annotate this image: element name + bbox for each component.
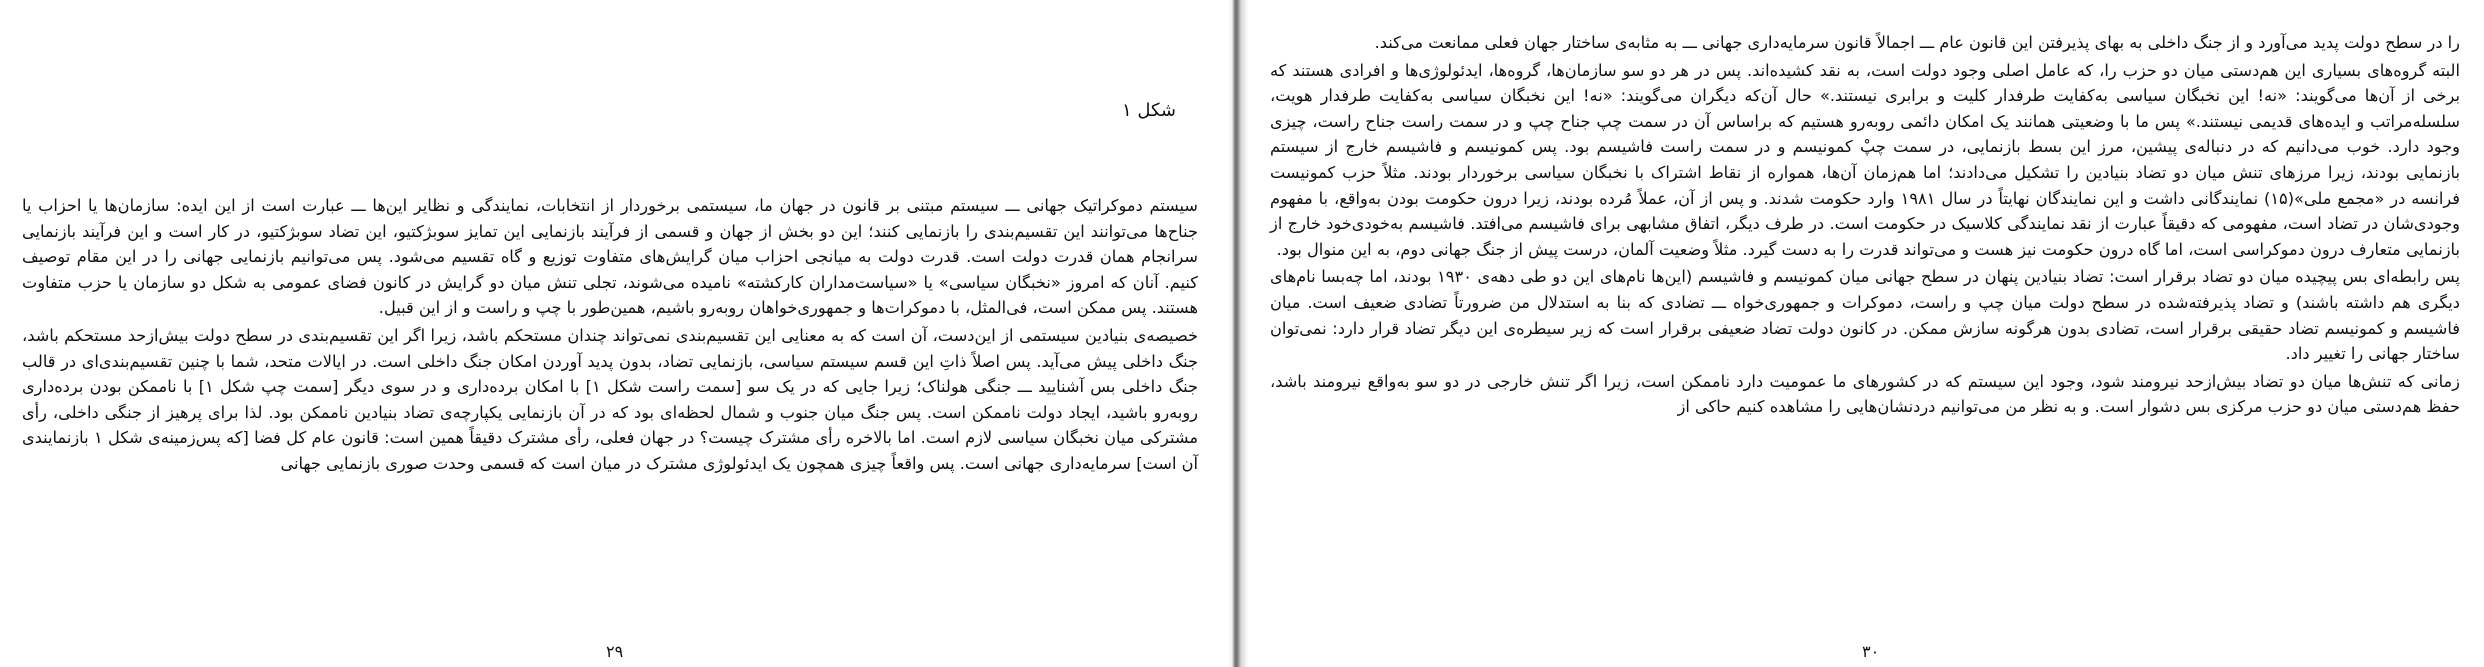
right-page: [1248, 0, 2484, 667]
left-page-body: [22, 193, 1198, 479]
paragraph: البته گروه‌های بسیاری این هم‌دستی میان دو حزب را، که عامل اصلی وجود دولت است، به نقد کشیده‌اند. پس در هر دو سو سازمان‌ها، گروه‌ها، ایدئولوژی‌ها و افرادی هستند که برخی از آن‌ها می‌گویند: «نه! این نخبگان سیاسی به‌کفایت طرفدار کلیت و برابری نیستند.» حال آن‌که دیگران می‌گویند: «نه! این نخبگان سیاسی به‌کفایت طرفدار هویت، سلسله‌مراتب و ایده‌های قدیمی نیستند.» پس ما با وضعیتی همانند یک امکان دائمی روبه‌رو هستیم که براساس آن در سمت چپ جناح چپ و در سمت راست جناح راست، چیزی وجود دارد. خوب می‌دانیم که در دنباله‌ی پیشین، مرز این بسط بازنمایی، در سمت چپْ کمونیسم و در سمت راست فاشیسم بود. پس کمونیسم و فاشیسم خارج از سیستم بازنمایی بودند، زیرا مرزهای تنش میان دو تضاد بنیادین را تشکیل می‌دادند؛ اما هم‌زمان آن‌ها، همواره از نقاط اشتراک با نخبگان سیاسی برخوردار بودند. مثلاً حزب کمونیست فرانسه در «مجمع ملی»(۱۵) نمایندگانی داشت و این نمایندگان نهایتاً در سال ۱۹۸۱ وارد حکومت شدند. و پس از آن، عملاً مُرده بودند، زیرا درون حکومت بودن به‌واقع، با مفهوم وجودی‌شان در تضاد است، مفهومی که دقیقاً عبارت از نقد نمایندگی کلاسیک در حکومت است. در طرف دیگر، اتفاق مشابهی برای فاشیسم می‌افتد. فاشیسم به‌خودی‌خود خارج از بازنمایی متعارف درون دموکراسی است، اما گاه درون حکومت نیز هست و می‌تواند قدرت را به دست گیرد. مثلاً وضعیت آلمان، درست پیش از جنگ جهانی دوم، به این منوال بود.: [1270, 60, 2460, 259]
right-page-body: [1270, 30, 2460, 422]
page-gutter: [1228, 0, 1248, 667]
paragraph: را در سطح دولت پدید می‌آورد و از جنگ داخلی به بهای پذیرفتن این قانون عام ـــ اجمالاً قانون سرمایه‌داری جهانی ـــ به مثابه‌ی ساختار جهان فعلی ممانعت می‌کند.: [1374, 33, 2460, 52]
page-number: ۲۹: [606, 642, 624, 661]
left-page: [0, 0, 1228, 667]
page-number: ۳۰: [1862, 642, 1880, 661]
paragraph: خصیصه‌ی بنیادین سیستمی از این‌دست، آن است که به معنایی این تقسیم‌بندی نمی‌تواند چندان مستحکم باشد، زیرا اگر این تقسیم‌بندی در سطح دولت بیش‌ازحد مستحکم باشد، جنگ داخلی پیش می‌آید. پس اصلاً ذاتِ این قسم سیستم سیاسی، بازنمایی تضاد، بدون پدید آوردن امکان جنگ داخلی است. در ایالات متحد، شما با چنین تقسیم‌بندی‌ای در قالب جنگ داخلی بس آشنایید ـــ جنگی هولناک؛ زیرا جایی که در یک سو [سمت راست شکل ۱] با امکان برده‌داری و در سوی دیگر [سمت چپ شکل ۱] با ناممکن بودن برده‌داری روبه‌رو باشید، ایجاد دولت ناممکن است. پس جنگ میان جنوب و شمال لحظه‌ای بود که در آن بازنمایی یکپارچه‌ی تضاد بنیادین ناممکن بود. لذا برای پرهیز از جنگی داخلی، رأی مشترکی میان نخبگان سیاسی لازم است. اما بالاخره رأی مشترک چیست؟ در جهان فعلی، رأی مشترک دقیقاً همین است: قانون عام کل فضا [که پس‌زمینه‌ی شکل ۱ بازنمایندی آن است] سرمایه‌داری جهانی است. پس واقعاً چیزی همچون یک ایدئولوژی مشترک در میان است که قسمی وحدت صوری بازنمایی جهانی: [22, 325, 1198, 473]
figure-label: شکل ۱: [1121, 100, 1176, 121]
paragraph: سیستم دموکراتیک جهانی ـــ سیستم مبتنی بر قانون در جهان ما، سیستمی برخوردار از انتخابات، نمایندگی و نظایر این‌ها ـــ عبارت است از این ایده: سازمان‌ها یا احزاب یا جناح‌ها می‌توانند این تقسیم‌بندی را بازنمایی کنند؛ این دو بخش از جهان و قسمی از فرآیند بازنمایی این تمایز سوبژکتیو، این تضاد سوبژکتیو، در کار است و این فرآیند بازنمایی سرانجام همان قدرت دولت است. قدرت دولت به میانجی احزاب میان گرایش‌های متفاوت توزیع و گاه تقسیم می‌شود. پس می‌توانیم بازنمایی جهانی را در این مقام توصیف کنیم. آنان که امروز «نخبگان سیاسی» یا «سیاست‌مداران کارکشته» نامیده می‌شوند، تجلی تنش میان دو گرایش در کانون فضای عمومی به شکل دو سازمان یا حزب متفاوت هستند. پس ممکن است، فی‌المثل، با دموکرات‌ها و جمهوری‌خواهان روبه‌رو باشیم، همین‌طور با چپ و راست و از این قبیل.: [22, 196, 1198, 318]
paragraph: پس رابطه‌ای بس پیچیده میان دو تضاد برقرار است: تضاد بنیادین پنهان در سطح جهانی میان کمونیسم و فاشیسم (این‌ها نام‌های این دو طی دهه‌ی ۱۹۳۰ بودند، اما چه‌بسا نام‌های دیگری هم داشته باشند) و تضاد پذیرفته‌شده در سطح دولت میان چپ و راست، دموکرات و جمهوری‌خواه ـــ تضادی که بنا به استدلال من ضرورتاً تضادی ضعیف است. میان فاشیسم و کمونیسم تضاد حقیقی برقرار است، تضادی بدون هرگونه سازش ممکن. در کانون دولت تضاد ضعیفی برقرار است که زیر سیطره‌ی این دیگر تضاد قرار دارد: نمی‌توان ساختار جهانی را تغییر داد.: [1270, 267, 2460, 364]
paragraph: زمانی که تنش‌ها میان دو تضاد بیش‌ازحد نیرومند شود، وجود این سیستم که در کشورهای ما عمومیت دارد ناممکن است، زیرا اگر تنش خارجی در دو سو به‌واقع نیرومند باشد، حفظ هم‌دستی میان دو حزب مرکزی بس دشوار است. و به نظر من می‌توانیم دردنشان‌هایی را مشاهده کنیم حاکی از: [1270, 371, 2460, 417]
